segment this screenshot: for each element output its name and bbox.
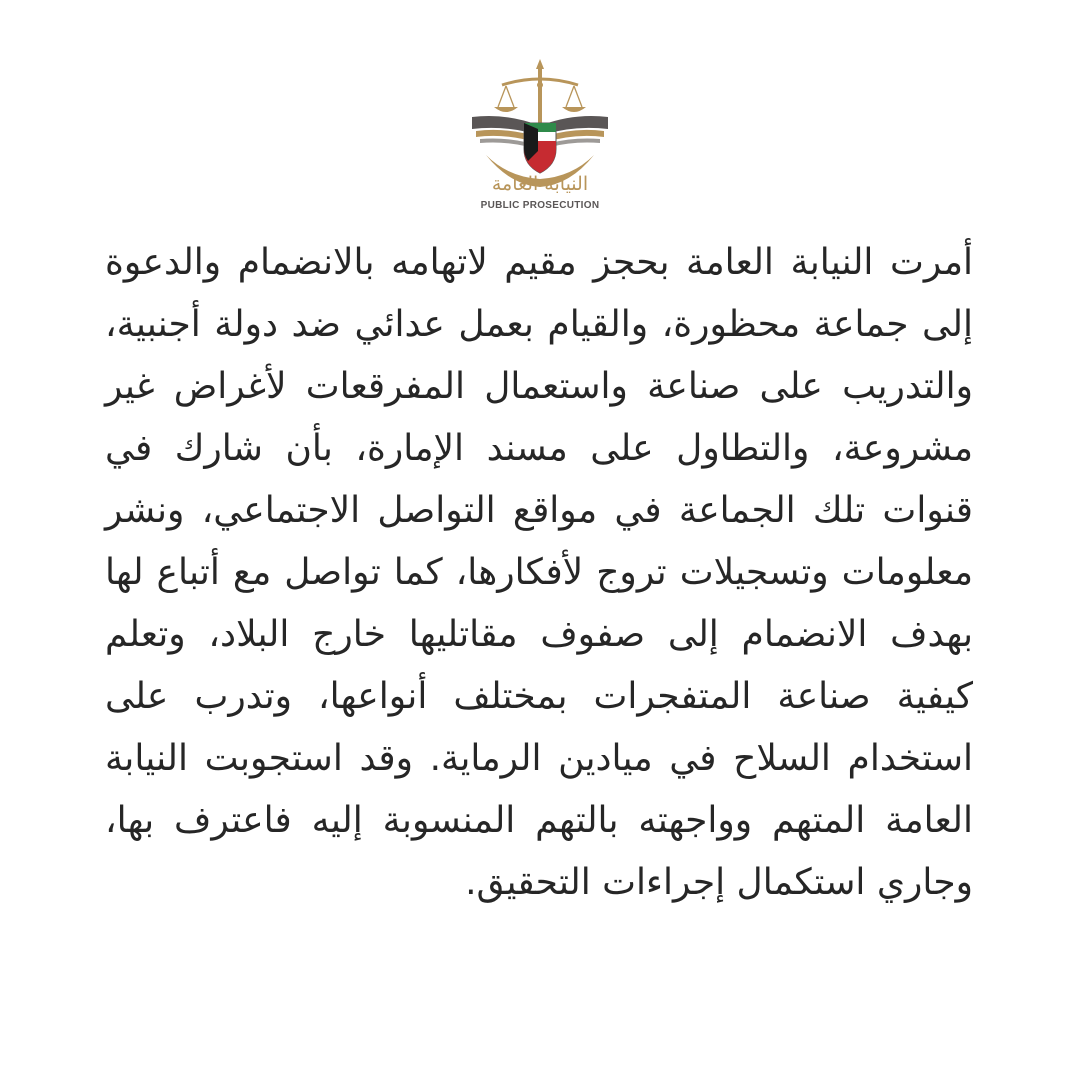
statement-text: أمرت النيابة العامة بحجز مقيم لاتهامه بالانضمام والدعوة إلى جماعة محظورة، والقيام بعمل عدائي ضد دولة أجنبية، والتدريب على صناعة واستعمال المفرقعات لأغراض غير مشروعة، والتطاول على مسند الإمارة، بأن شارك في قنوات تلك الجماعة في مواقع التواصل الاجتماعي، ونشر معلومات وتسجيلات تروج لأفكارها، كما تواصل مع أتباع لها بهدف الانضمام إلى صفوف مقاتليها خارج البلاد، وتعلم كيفية صناعة المتفجرات بمختلف أنواعها، وتدرب على استخدام السلاح في ميادين الرماية. وقد استجوبت النيابة العامة المتهم وواجهته بالتهم المنسوبة إليه فاعترف بها، وجاري استكمال إجراءات التحقيق. <box>105 242 973 903</box>
public-prosecution-logo <box>440 55 640 225</box>
logo-arabic-name: النيابة العامة <box>491 173 589 195</box>
logo-english-name: PUBLIC PROSECUTION <box>480 200 600 211</box>
